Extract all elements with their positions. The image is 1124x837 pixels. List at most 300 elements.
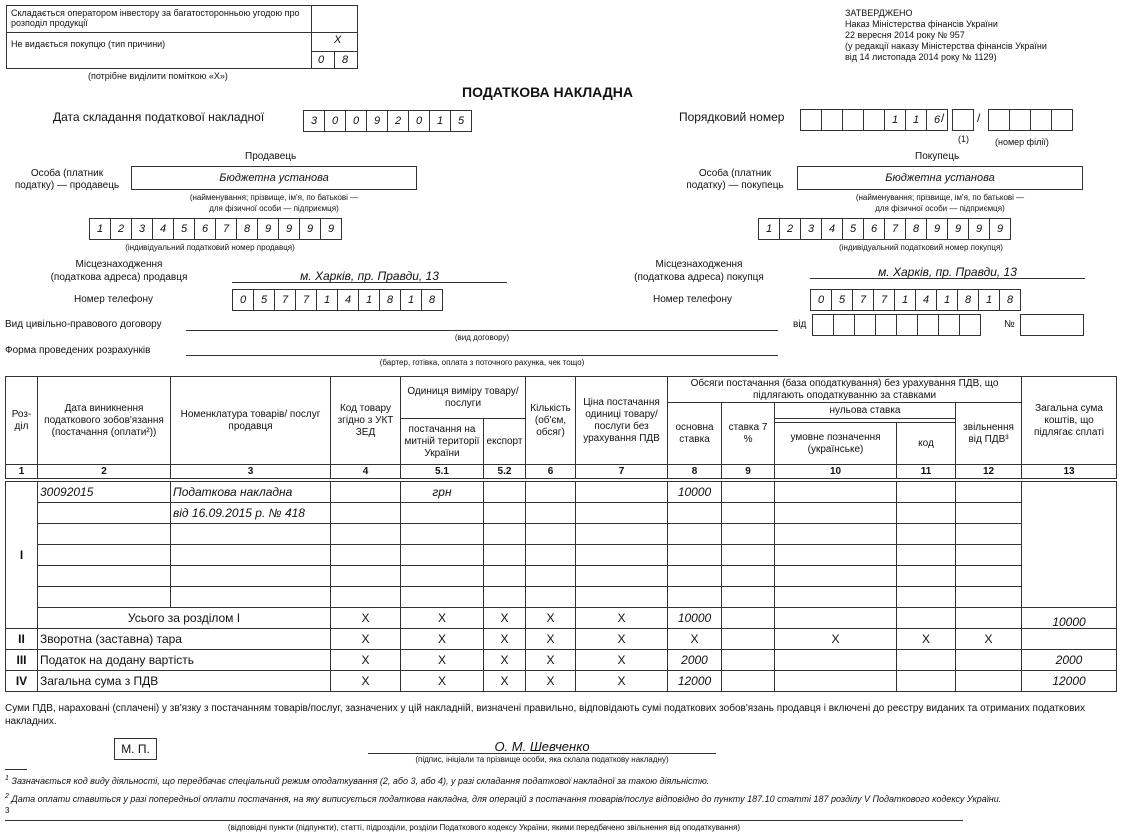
branch-digit[interactable]	[1009, 109, 1031, 131]
buyer-tax-digit[interactable]: 3	[800, 218, 822, 240]
contract-date-digit[interactable]	[833, 314, 855, 336]
grand-sum[interactable]: 12000	[1022, 671, 1117, 692]
footnote-2-text: Дата оплати ставиться у разі попередньої оплати постачання, на яку виписується податкова накладна, для операцій з постачання товарів/послуг відповідно до пункту 187.10 статті 187 розділу V Податкового кодексу України.	[11, 794, 1002, 804]
seller-tax-digit[interactable]: 9	[257, 218, 279, 240]
buyer-phone-digit[interactable]: 7	[852, 289, 874, 311]
col-unit-code: код	[897, 423, 956, 465]
buyer-tax-digit[interactable]: 6	[863, 218, 885, 240]
activity-footnote-mark: (1)	[958, 134, 969, 144]
vat-sum[interactable]: 2000	[1022, 650, 1117, 671]
date-digit[interactable]: 0	[345, 110, 367, 132]
serial-slash: /	[941, 111, 945, 125]
table-row	[6, 587, 1117, 608]
seller-name-field[interactable]: Бюджетна установа	[131, 166, 417, 190]
cell[interactable]	[1022, 629, 1117, 650]
mark-x[interactable]: X	[334, 34, 342, 46]
addr-label-line: (податкова адреса) покупця	[634, 272, 764, 283]
total-sum[interactable]: 10000	[1022, 608, 1117, 629]
cell[interactable]	[171, 545, 331, 566]
seller-phone-digit[interactable]: 5	[253, 289, 275, 311]
cell-date[interactable]: 30092015	[38, 482, 171, 503]
addr-label-line: Місцезнаходження	[75, 259, 163, 270]
col-num: 3	[171, 465, 331, 479]
seller-phone-digit[interactable]: 7	[295, 289, 317, 311]
serial-label: Порядковий номер	[679, 110, 785, 124]
col-exempt: звільнення від ПДВ³	[956, 403, 1022, 465]
col-customs: постачання на митній території України	[401, 419, 484, 465]
col-nomenclature: Номенклатура товарів/ послуг продавця	[171, 377, 331, 465]
footnote-2-number: 2	[5, 793, 9, 800]
caption-line: (найменування; прізвище, ім'я, по батькові —	[189, 193, 359, 202]
buyer-tax-digit[interactable]: 4	[821, 218, 843, 240]
seller-name-label	[4, 168, 130, 192]
cell[interactable]	[722, 545, 775, 566]
cell[interactable]	[956, 503, 1022, 524]
seller-tax-digit[interactable]: 9	[278, 218, 300, 240]
serial-digit[interactable]: 1	[905, 109, 927, 131]
buyer-phone-digit[interactable]: 4	[915, 289, 937, 311]
total-row	[6, 608, 1117, 629]
cell[interactable]	[668, 524, 722, 545]
footnote-1-text: Зазначається код виду діяльності, що передбачає спеціальний режим оподаткування (2, або 3, або 4), у разі складання податкової накладної за такою діяльністю.	[11, 776, 710, 786]
cell[interactable]	[526, 524, 576, 545]
buyer-phone-digit[interactable]: 8	[957, 289, 979, 311]
investor-divider-v	[311, 5, 312, 69]
cell[interactable]	[401, 503, 484, 524]
cell[interactable]	[775, 608, 897, 629]
seller-tax-digit[interactable]: 7	[215, 218, 237, 240]
cell[interactable]	[331, 566, 401, 587]
cell[interactable]	[484, 566, 526, 587]
section-ii-title: Зворотна (заставна) тара	[38, 629, 331, 650]
seller-tax-digit[interactable]: 9	[299, 218, 321, 240]
seller-phone-digit[interactable]: 1	[400, 289, 422, 311]
x-mark: X	[331, 629, 401, 650]
cell[interactable]	[897, 545, 956, 566]
cell[interactable]	[526, 587, 576, 608]
buyer-tax-digit[interactable]: 5	[842, 218, 864, 240]
branch-digit[interactable]	[988, 109, 1010, 131]
cell[interactable]	[331, 524, 401, 545]
cell-nomenclature[interactable]: Податкова накладна	[171, 482, 331, 503]
date-digit[interactable]: 0	[408, 110, 430, 132]
cell[interactable]	[171, 587, 331, 608]
serial-digit[interactable]	[863, 109, 885, 131]
cell[interactable]	[484, 503, 526, 524]
activity-code[interactable]	[952, 109, 974, 131]
approval-line: (у редакції наказу Міністерства фінансів України	[845, 41, 1047, 51]
seller-tax-digit[interactable]: 4	[152, 218, 174, 240]
cell[interactable]	[775, 566, 897, 587]
cell[interactable]	[576, 524, 668, 545]
cell[interactable]	[956, 524, 1022, 545]
cell[interactable]	[401, 566, 484, 587]
stamp-box: М. П.	[114, 738, 157, 760]
buyer-address-line	[810, 278, 1085, 279]
date-digit[interactable]: 0	[324, 110, 346, 132]
payment-caption: (бартер, готівка, оплата з поточного рахунка, чек тощо)	[379, 358, 585, 367]
total-label: Усього за розділом I	[38, 608, 331, 629]
seller-phone-label: Номер телефону	[74, 294, 153, 305]
cell[interactable]	[897, 524, 956, 545]
cell[interactable]	[401, 524, 484, 545]
cell[interactable]	[775, 524, 897, 545]
contract-no-label: №	[1004, 319, 1015, 330]
cell[interactable]	[401, 587, 484, 608]
cell-ukt[interactable]	[331, 482, 401, 503]
x-mark: X	[526, 608, 576, 629]
x-mark: X	[576, 671, 668, 692]
mark-note: (потрібне виділити поміткою «Х»)	[88, 71, 228, 81]
grand-base[interactable]: 12000	[668, 671, 722, 692]
cell-unit[interactable]: грн	[401, 482, 484, 503]
x-mark: X	[576, 629, 668, 650]
cell[interactable]	[526, 503, 576, 524]
cell[interactable]	[722, 587, 775, 608]
table-row	[6, 566, 1117, 587]
date-digit[interactable]: 2	[387, 110, 409, 132]
cell[interactable]	[897, 566, 956, 587]
cell[interactable]	[897, 503, 956, 524]
contract-date-digit[interactable]	[812, 314, 834, 336]
x-mark: X	[526, 671, 576, 692]
buyer-phone-digit[interactable]: 1	[936, 289, 958, 311]
cell-unit-code[interactable]	[484, 482, 526, 503]
cell[interactable]	[331, 545, 401, 566]
contract-from-label: від	[793, 319, 807, 330]
addr-label-line: (податкова адреса) продавця	[50, 272, 188, 283]
serial-digit[interactable]	[821, 109, 843, 131]
x-mark: X	[331, 650, 401, 671]
buyer-phone-digit[interactable]: 0	[810, 289, 832, 311]
cell[interactable]	[526, 566, 576, 587]
cell-rate7[interactable]	[722, 482, 775, 503]
contract-line[interactable]	[186, 330, 778, 331]
col-quantity: Кількість (об'єм, обсяг)	[526, 377, 576, 465]
section-iv-label: IV	[6, 671, 38, 692]
cell[interactable]	[576, 587, 668, 608]
investor-divider-h	[6, 32, 358, 33]
buyer-label-line: Особа (платник	[698, 168, 772, 179]
contract-date-digit[interactable]	[875, 314, 897, 336]
investor-label: Складається оператором інвестору за багатосторонньою угодою про розподіл продукції	[11, 8, 300, 28]
section-iv-row	[6, 671, 1117, 692]
col-num: 9	[722, 465, 775, 479]
buyer-label-line: податку) — покупець	[686, 180, 784, 191]
vat-base[interactable]: 2000	[668, 650, 722, 671]
payment-label: Форма проведених розрахунків	[5, 345, 151, 356]
cell[interactable]	[576, 566, 668, 587]
cell[interactable]	[38, 503, 171, 524]
x-mark: X	[401, 629, 484, 650]
section-iii-title: Податок на додану вартість	[38, 650, 331, 671]
seller-label-line: Особа (платник	[30, 168, 104, 179]
cell[interactable]	[722, 503, 775, 524]
contract-label: Вид цивільно-правового договору	[5, 319, 162, 330]
buyer-tax-digit[interactable]: 9	[926, 218, 948, 240]
cell[interactable]	[38, 545, 171, 566]
seller-phone-digit[interactable]: 0	[232, 289, 254, 311]
x-mark: X	[775, 629, 897, 650]
col-num: 6	[526, 465, 576, 479]
col-num: 4	[331, 465, 401, 479]
buyer-tax-digit[interactable]: 2	[779, 218, 801, 240]
buyer-phone-digit[interactable]: 1	[894, 289, 916, 311]
x-mark: X	[401, 608, 484, 629]
col-ukt-code: Код товару згідно з УКТ ЗЕД	[331, 377, 401, 465]
total-base[interactable]: 10000	[668, 608, 722, 629]
seller-tax-digit[interactable]: 6	[194, 218, 216, 240]
x-mark: X	[526, 650, 576, 671]
col-num: 7	[576, 465, 668, 479]
cell[interactable]	[526, 545, 576, 566]
date-digit[interactable]: 3	[303, 110, 325, 132]
seller-phone-digit[interactable]: 1	[316, 289, 338, 311]
cell[interactable]	[722, 650, 775, 671]
seller-address-line	[232, 282, 507, 283]
serial-digit[interactable]	[842, 109, 864, 131]
x-mark: X	[401, 650, 484, 671]
contract-date-cells[interactable]	[812, 314, 981, 336]
cell-export[interactable]	[897, 482, 956, 503]
footnote-3-number: 3	[5, 806, 10, 815]
caption-line: для фізичної особи — підприємця)	[209, 204, 339, 213]
x-mark: X	[668, 629, 722, 650]
buyer-phone-digit[interactable]: 8	[999, 289, 1021, 311]
cell[interactable]	[956, 545, 1022, 566]
table-row	[6, 545, 1117, 566]
cell[interactable]	[171, 566, 331, 587]
reason-digit-2[interactable]: 8	[342, 54, 349, 66]
buyer-name-field[interactable]: Бюджетна установа	[797, 166, 1083, 190]
col-zero-rate: нульова ставка	[775, 403, 956, 419]
cell[interactable]	[775, 587, 897, 608]
col-volumes: Обсяги постачання (база оподаткування) без урахування ПДВ, що підлягають оподаткуванню за ставками	[668, 377, 1022, 403]
col-price: Ціна постачання одиниці товару/ послуги без урахування ПДВ	[576, 377, 668, 465]
buyer-tax-digit[interactable]: 9	[968, 218, 990, 240]
cell[interactable]	[722, 566, 775, 587]
approval-block	[845, 8, 1047, 63]
col-num: 12	[956, 465, 1022, 479]
date-label: Дата складання податкової накладної	[53, 110, 265, 124]
cell[interactable]	[897, 671, 956, 692]
x-mark: X	[956, 629, 1022, 650]
x-mark: X	[484, 650, 526, 671]
col-main-rate: основна ставка	[668, 403, 722, 465]
cell[interactable]	[722, 671, 775, 692]
col-num: 11	[897, 465, 956, 479]
contract-date-digit[interactable]	[959, 314, 981, 336]
cell[interactable]	[331, 587, 401, 608]
col-num: 2	[38, 465, 171, 479]
cell-base[interactable]: 10000	[668, 482, 722, 503]
seller-phone-digit[interactable]: 8	[421, 289, 443, 311]
seller-tax-digit[interactable]: 9	[320, 218, 342, 240]
cell[interactable]	[38, 566, 171, 587]
serial-digit[interactable]: 6	[926, 109, 948, 131]
cell[interactable]	[722, 524, 775, 545]
date-digit[interactable]: 5	[450, 110, 472, 132]
seller-tax-caption: (індивідуальний податковий номер продавця)	[125, 243, 295, 252]
cell[interactable]	[775, 503, 897, 524]
x-mark: X	[484, 671, 526, 692]
serial-slash-2: /	[977, 111, 981, 125]
col-num: 1	[6, 465, 38, 479]
buyer-phone-label: Номер телефону	[653, 294, 732, 305]
cell[interactable]	[484, 524, 526, 545]
buyer-tax-digit[interactable]: 9	[989, 218, 1011, 240]
contract-date-digit[interactable]	[854, 314, 876, 336]
seller-tax-digit[interactable]: 2	[110, 218, 132, 240]
seller-address[interactable]: м. Харків, пр. Правди, 13	[300, 269, 439, 283]
section-iv-title: Загальна сума з ПДВ	[38, 671, 331, 692]
footnote-1	[5, 775, 709, 786]
cell[interactable]	[668, 545, 722, 566]
addr-label-line: Місцезнаходження	[655, 259, 743, 270]
seller-phone-digit[interactable]: 8	[379, 289, 401, 311]
cell[interactable]	[956, 650, 1022, 671]
activity-code-cell[interactable]	[952, 109, 974, 131]
cell[interactable]	[668, 503, 722, 524]
section-ii-row	[6, 629, 1117, 650]
cell[interactable]	[775, 671, 897, 692]
signature-name[interactable]: О. М. Шевченко	[494, 739, 590, 754]
cell-qty[interactable]	[526, 482, 576, 503]
x-mark: X	[331, 671, 401, 692]
x-mark: X	[526, 629, 576, 650]
date-digit[interactable]: 9	[366, 110, 388, 132]
buyer-phone-digit[interactable]: 1	[978, 289, 1000, 311]
buyer-name-caption	[797, 192, 1083, 214]
cell-exempt[interactable]	[956, 482, 1022, 503]
buyer-tax-id[interactable]	[758, 218, 1011, 240]
buyer-address[interactable]: м. Харків, пр. Правди, 13	[878, 265, 1017, 279]
table-row	[6, 524, 1117, 545]
footnote-3-line	[5, 820, 963, 821]
seller-phone-digit[interactable]: 1	[358, 289, 380, 311]
buyer-tax-caption: (індивідуальний податковий номер покупця)	[839, 243, 1003, 252]
buyer-phone-digit[interactable]: 5	[831, 289, 853, 311]
goods-table-header	[5, 376, 1117, 479]
cell[interactable]	[775, 650, 897, 671]
seller-tax-digit[interactable]: 3	[131, 218, 153, 240]
col-section: Роз-діл	[6, 377, 38, 465]
seller-heading: Продавець	[245, 151, 297, 162]
seller-addr-label	[34, 258, 204, 284]
seller-tax-digit[interactable]: 1	[89, 218, 111, 240]
footnote-1-number: 1	[5, 775, 9, 782]
cell[interactable]	[484, 587, 526, 608]
contract-date-digit[interactable]	[938, 314, 960, 336]
contract-date-digit[interactable]	[896, 314, 918, 336]
cell[interactable]	[484, 545, 526, 566]
cell[interactable]	[38, 587, 171, 608]
cell-customs[interactable]	[775, 482, 897, 503]
col-num: 13	[1022, 465, 1117, 479]
x-mark: X	[576, 608, 668, 629]
serial-digit[interactable]	[800, 109, 822, 131]
cell-total-blank[interactable]	[1022, 482, 1117, 608]
seller-phone-digit[interactable]: 7	[274, 289, 296, 311]
reason-digit-1[interactable]: 0	[318, 54, 325, 66]
cell-nomenclature[interactable]: від 16.09.2015 р. № 418	[171, 503, 331, 524]
seller-tax-digit[interactable]: 8	[236, 218, 258, 240]
contract-date-digit[interactable]	[917, 314, 939, 336]
branch-caption: (номер філії)	[995, 137, 1049, 147]
buyer-tax-digit[interactable]: 7	[884, 218, 906, 240]
cell[interactable]	[668, 566, 722, 587]
table-row	[6, 503, 1117, 524]
cell-price[interactable]	[576, 482, 668, 503]
buyer-phone[interactable]	[810, 289, 1021, 311]
cell[interactable]	[38, 524, 171, 545]
buyer-phone-digit[interactable]: 7	[873, 289, 895, 311]
cell[interactable]	[576, 545, 668, 566]
contract-number-field[interactable]	[1020, 314, 1084, 336]
serial-cells[interactable]	[800, 109, 948, 131]
approval-line: від 14 листопада 2014 року № 1129)	[845, 52, 997, 62]
cell[interactable]	[722, 608, 775, 629]
date-digit[interactable]: 1	[429, 110, 451, 132]
seller-phone[interactable]	[232, 289, 443, 311]
col-unit: Одиниця виміру товару/послуги	[401, 377, 526, 419]
seller-label-line: податку) — продавець	[14, 180, 120, 191]
cell[interactable]	[722, 629, 775, 650]
date-cells[interactable]	[303, 110, 472, 132]
cell[interactable]	[576, 503, 668, 524]
footnote-2	[5, 793, 1001, 804]
seller-tax-digit[interactable]: 5	[173, 218, 195, 240]
buyer-tax-digit[interactable]: 9	[947, 218, 969, 240]
contract-caption: (вид договору)	[454, 333, 510, 342]
cell[interactable]	[956, 608, 1022, 629]
footnote-divider	[5, 769, 27, 770]
cell[interactable]	[897, 650, 956, 671]
cell[interactable]	[668, 587, 722, 608]
section-ii-label: II	[6, 629, 38, 650]
serial-digit[interactable]: 1	[884, 109, 906, 131]
approval-line: ЗАТВЕРДЖЕНО	[845, 8, 913, 18]
buyer-heading: Покупець	[915, 151, 960, 162]
x-mark: X	[484, 629, 526, 650]
branch-cells[interactable]	[988, 109, 1073, 131]
cell[interactable]	[956, 566, 1022, 587]
seller-tax-id[interactable]	[89, 218, 342, 240]
cell[interactable]	[897, 608, 956, 629]
cell[interactable]	[401, 545, 484, 566]
not-issued-label: Не видається покупцю (тип причини)	[11, 39, 166, 49]
cell[interactable]	[956, 671, 1022, 692]
cell[interactable]	[956, 587, 1022, 608]
approval-line: 22 вересня 2014 року № 957	[845, 30, 965, 40]
buyer-name-label	[672, 168, 798, 192]
branch-digit[interactable]	[1030, 109, 1052, 131]
payment-line[interactable]	[186, 355, 778, 356]
section-iii-label: III	[6, 650, 38, 671]
table-row	[6, 482, 1117, 503]
cell[interactable]	[775, 545, 897, 566]
seller-phone-digit[interactable]: 4	[337, 289, 359, 311]
section-iii-row	[6, 650, 1117, 671]
x-mark: X	[401, 671, 484, 692]
cell[interactable]	[897, 587, 956, 608]
footnote-3-caption: (відповідні пункти (підпункти), статті, підрозділи, розділи Податкового кодексу України, якими передбачено звільнення від оподаткування)	[227, 823, 741, 832]
cell[interactable]	[331, 503, 401, 524]
cell[interactable]	[171, 524, 331, 545]
buyer-tax-digit[interactable]: 1	[758, 218, 780, 240]
branch-digit[interactable]	[1051, 109, 1073, 131]
buyer-tax-digit[interactable]: 8	[905, 218, 927, 240]
